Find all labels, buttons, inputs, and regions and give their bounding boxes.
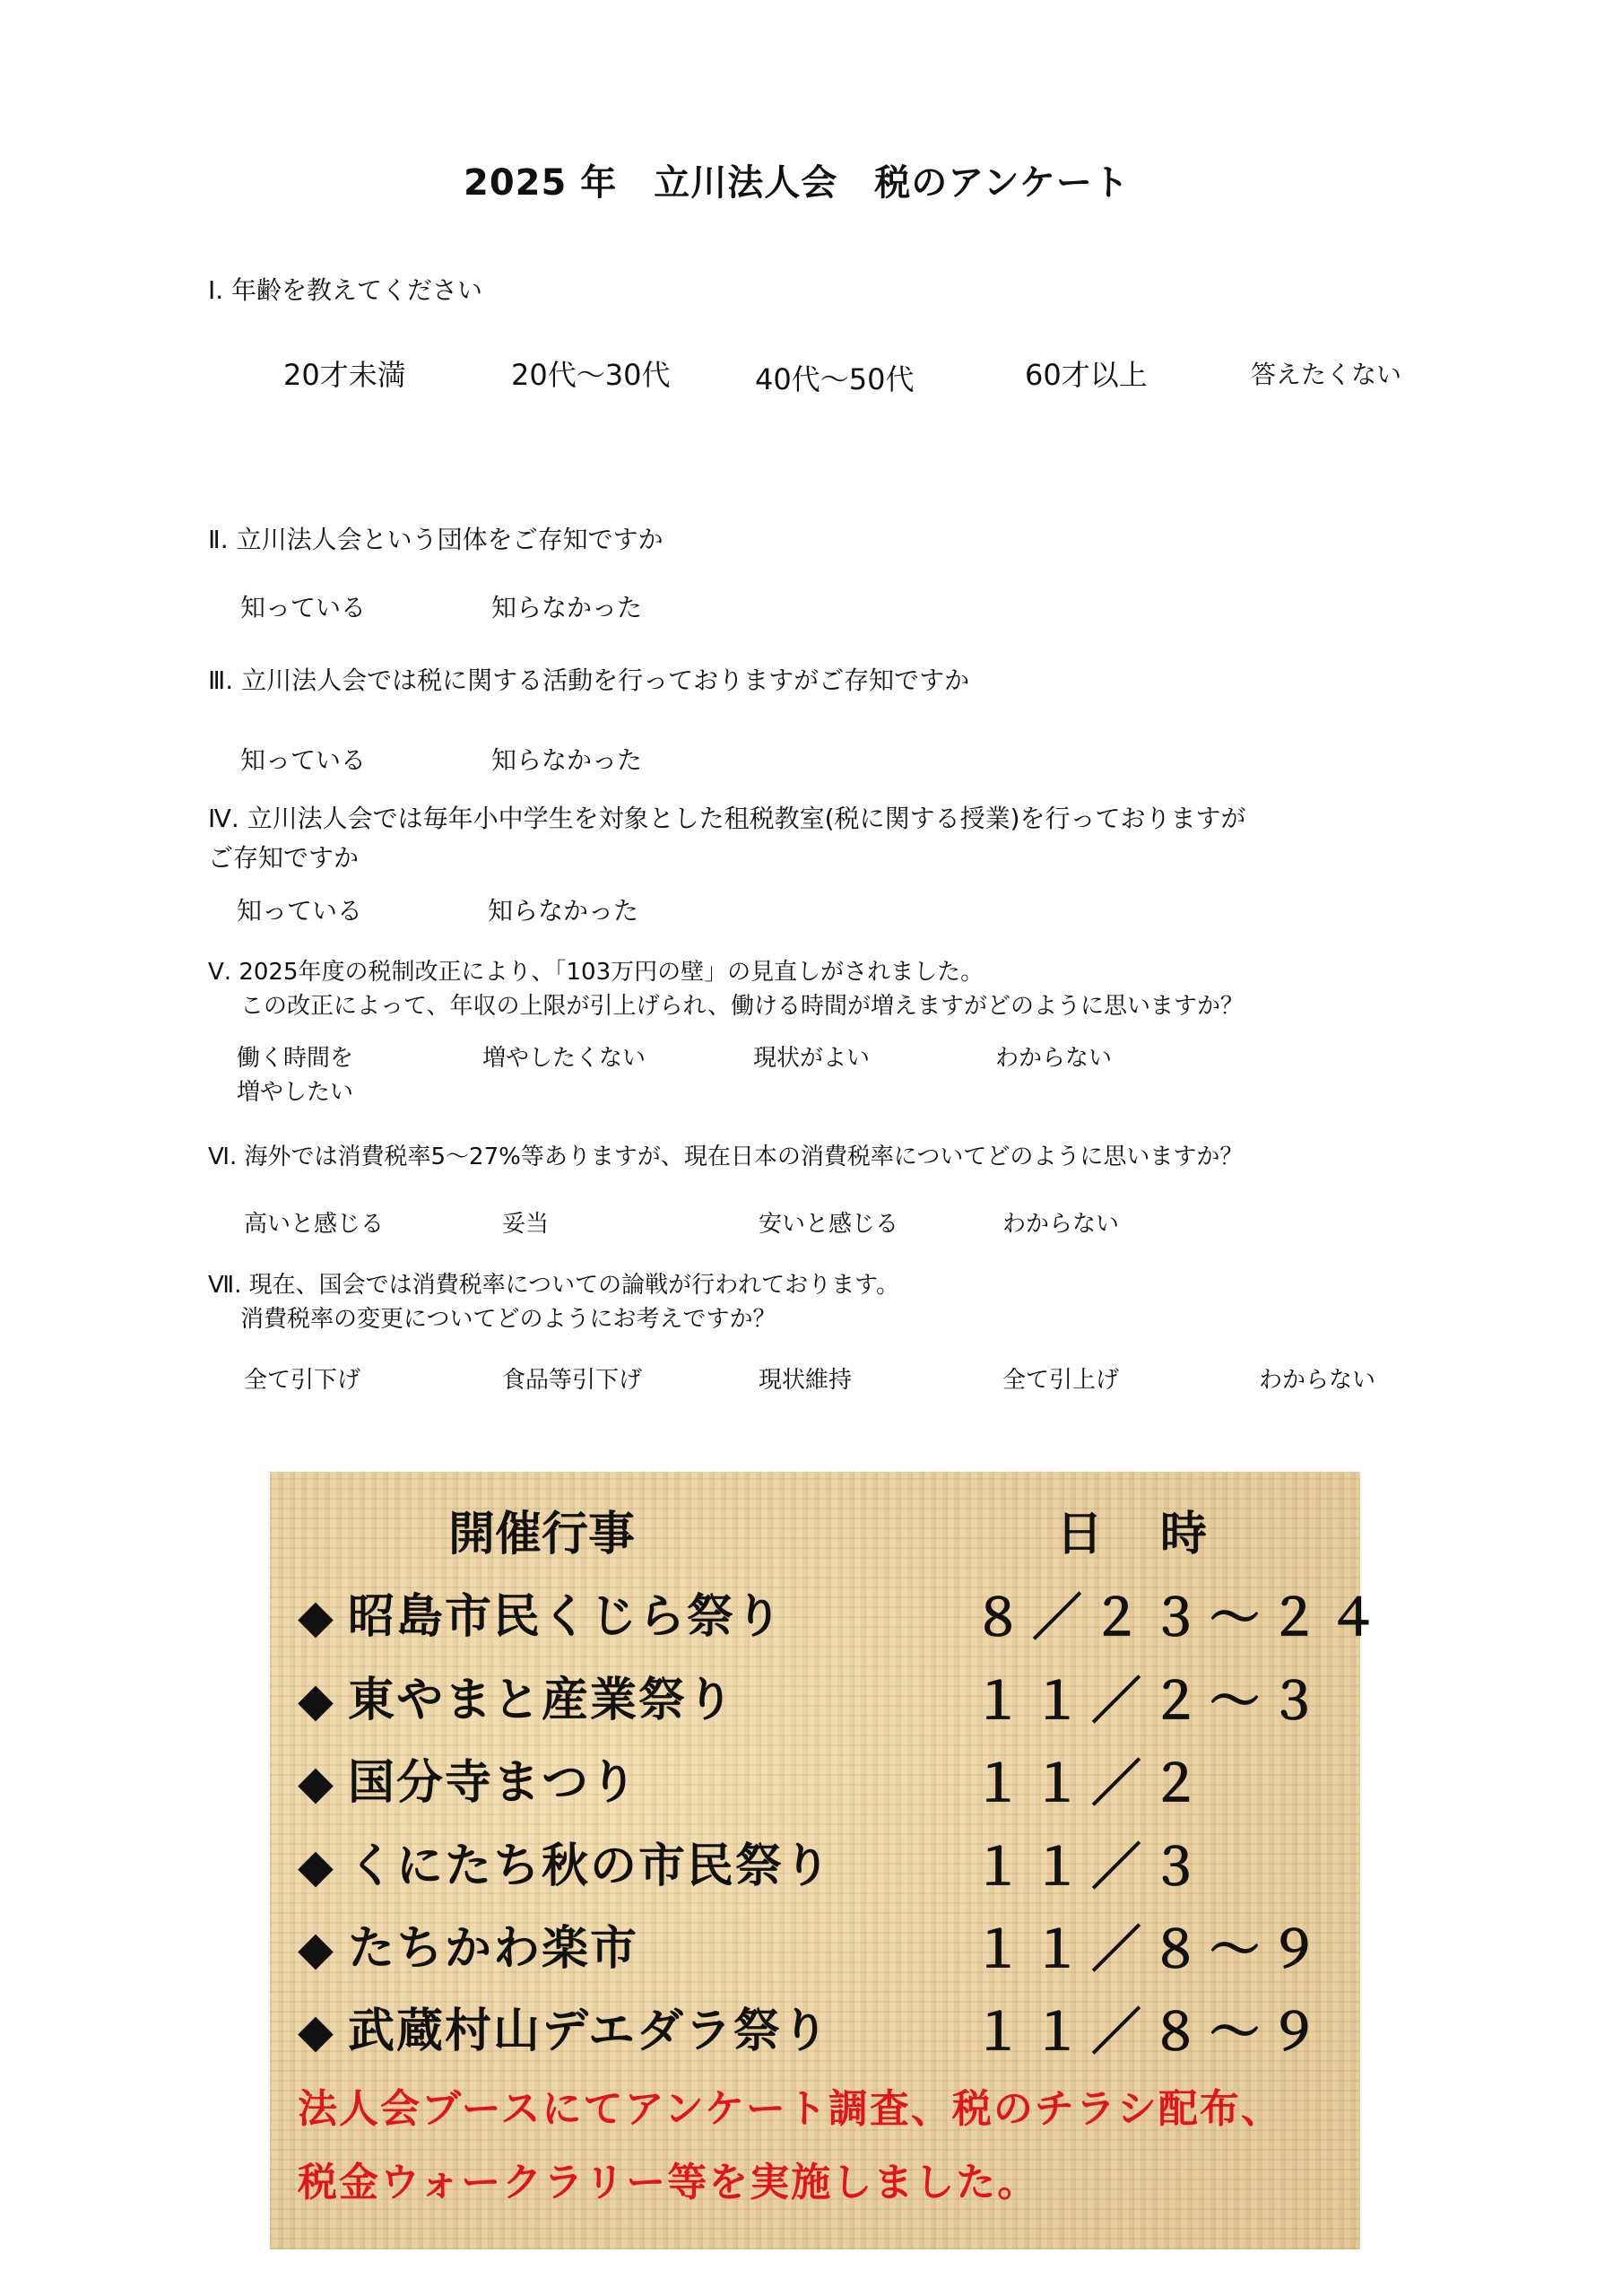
event-row-name: ◆ 国分寺まつり bbox=[298, 1756, 639, 1810]
q1-option-40s-50s[interactable]: 40代～50代 bbox=[755, 362, 915, 396]
q3-option-know[interactable]: 知っている bbox=[240, 745, 367, 775]
event-row-date: ８／２３～２４ bbox=[973, 1589, 1387, 1648]
q6-option-low[interactable]: 安いと感じる bbox=[759, 1211, 899, 1238]
q6-option-dont-know[interactable]: わからない bbox=[1002, 1211, 1120, 1238]
q7-option-all-lower[interactable]: 全て引下げ bbox=[244, 1367, 361, 1394]
event-row-name: ◆ 武蔵村山デエダラ祭り bbox=[298, 2005, 830, 2058]
events-note-line2: 税金ウォークラリー等を実施しました。 bbox=[298, 2160, 1039, 2205]
q7-option-dont-know[interactable]: わからない bbox=[1259, 1367, 1376, 1394]
q1-question: Ⅰ. 年齢を教えてください bbox=[208, 275, 483, 305]
q4-option-know[interactable]: 知っている bbox=[237, 896, 363, 926]
q7-option-maintain[interactable]: 現状維持 bbox=[759, 1367, 853, 1394]
q4-question-line2: ご存知ですか bbox=[208, 843, 360, 873]
event-row-date: １１／８～９ bbox=[973, 1921, 1328, 1979]
q3-option-didnt-know[interactable]: 知らなかった bbox=[491, 745, 643, 775]
diamond-bullet-icon: ◆ bbox=[298, 1590, 335, 1644]
event-row-date: １１／８～９ bbox=[973, 2004, 1328, 2062]
event-row-date: １１／２ bbox=[973, 1755, 1210, 1813]
q5-option-increase-line1[interactable]: 働く時間を bbox=[237, 1045, 354, 1072]
page-title: 2025 年 立川法人会 税のアンケート bbox=[464, 162, 1130, 204]
diamond-bullet-icon: ◆ bbox=[298, 1839, 335, 1893]
q6-option-fair[interactable]: 妥当 bbox=[502, 1211, 550, 1238]
diamond-bullet-icon: ◆ bbox=[298, 2005, 335, 2058]
q2-question: Ⅱ. 立川法人会という団体をご存知ですか bbox=[208, 525, 664, 554]
events-header-event: 開催行事 bbox=[448, 1508, 636, 1561]
q1-option-no-answer[interactable]: 答えたくない bbox=[1251, 360, 1402, 389]
q1-option-over60[interactable]: 60才以上 bbox=[1025, 358, 1148, 392]
q5-question-line2: この改正によって、年収の上限が引上げられ、働ける時間が増えますがどのように思いますか？ bbox=[240, 993, 1245, 1020]
q7-option-all-raise[interactable]: 全て引上げ bbox=[1002, 1367, 1120, 1394]
q1-option-20s-30s[interactable]: 20代～30代 bbox=[511, 358, 671, 392]
events-header-date: 日 時 bbox=[1056, 1508, 1213, 1561]
diamond-bullet-icon: ◆ bbox=[298, 1756, 335, 1810]
event-row-name: ◆ 東やまと産業祭り bbox=[298, 1674, 736, 1727]
events-note-line1: 法人会ブースにてアンケート調査、税のチラシ配布、 bbox=[298, 2086, 1282, 2132]
diamond-bullet-icon: ◆ bbox=[298, 1674, 335, 1727]
event-row-name: ◆ くにたち秋の市民祭り bbox=[298, 1839, 833, 1893]
q1-option-under20[interactable]: 20才未満 bbox=[283, 358, 406, 392]
q2-option-know[interactable]: 知っている bbox=[240, 593, 367, 622]
q7-option-food-lower[interactable]: 食品等引下げ bbox=[502, 1367, 643, 1394]
q2-option-didnt-know[interactable]: 知らなかった bbox=[491, 593, 643, 622]
q4-option-didnt-know[interactable]: 知らなかった bbox=[488, 896, 639, 926]
event-row-date: １１／３ bbox=[973, 1839, 1210, 1897]
event-row-name: ◆ たちかわ楽市 bbox=[298, 1922, 639, 1976]
q7-question-line2: 消費税率の変更についてどのようにお考えですか？ bbox=[240, 1306, 776, 1333]
event-row-name: ◆ 昭島市民くじら祭り bbox=[298, 1590, 785, 1644]
q4-question-line1: Ⅳ. 立川法人会では毎年小中学生を対象とした租税教室(税に関する授業)を行っておりますが bbox=[208, 804, 1246, 833]
q5-option-dont-know[interactable]: わからない bbox=[995, 1045, 1113, 1072]
q6-option-high[interactable]: 高いと感じる bbox=[244, 1211, 385, 1238]
q3-question: Ⅲ. 立川法人会では税に関する活動を行っておりますがご存知ですか bbox=[208, 665, 970, 695]
q5-question-line1: Ⅴ. 2025年度の税制改正により、「103万円の壁」の見直しがされました。 bbox=[208, 959, 984, 986]
event-row-date: １１／２～３ bbox=[973, 1673, 1328, 1731]
q7-question-line1: Ⅶ. 現在、国会では消費税率についての論戦が行われております。 bbox=[208, 1272, 900, 1299]
q5-option-no-increase[interactable]: 増やしたくない bbox=[482, 1045, 646, 1072]
q5-option-current-ok[interactable]: 現状がよい bbox=[753, 1045, 871, 1072]
diamond-bullet-icon: ◆ bbox=[298, 1922, 335, 1976]
q5-option-increase-line2[interactable]: 増やしたい bbox=[237, 1079, 354, 1106]
q6-question: Ⅵ. 海外では消費税率5～27%等ありますが、現在日本の消費税率についてどのように思いますか？ bbox=[208, 1144, 1244, 1170]
